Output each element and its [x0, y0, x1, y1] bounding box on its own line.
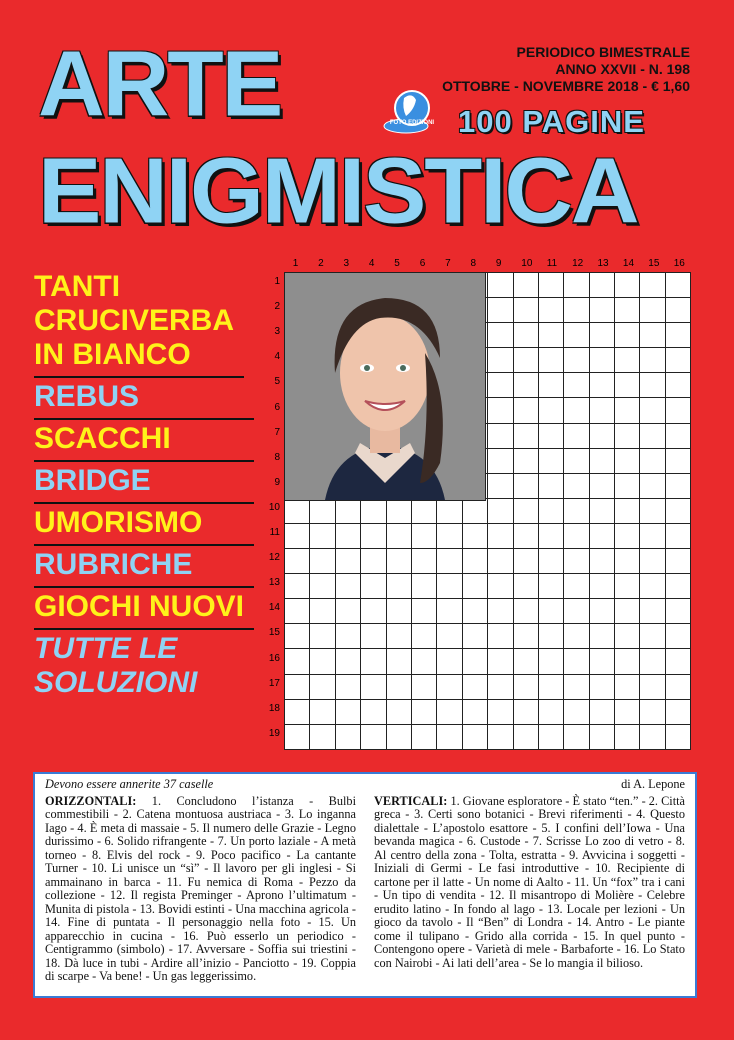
grid-cell[interactable] — [462, 599, 487, 624]
grid-cell[interactable] — [615, 624, 640, 649]
column-number: 16 — [673, 258, 685, 269]
grid-cell[interactable] — [285, 574, 310, 599]
grid-cell[interactable] — [462, 624, 487, 649]
grid-cell[interactable] — [488, 599, 513, 624]
grid-cell[interactable] — [589, 699, 614, 724]
grid-cell[interactable] — [538, 423, 563, 448]
grid-cell[interactable] — [335, 523, 360, 548]
grid-cell[interactable] — [589, 498, 614, 523]
sidebar-item-umorismo: UMORISMO — [34, 504, 254, 546]
grid-cell[interactable] — [386, 724, 411, 749]
grid-cell[interactable] — [640, 273, 665, 298]
grid-cell[interactable] — [285, 699, 310, 724]
grid-cell[interactable] — [615, 724, 640, 749]
grid-cell[interactable] — [513, 523, 538, 548]
grid-cell[interactable] — [513, 599, 538, 624]
grid-cell[interactable] — [589, 373, 614, 398]
grid-cell[interactable] — [335, 624, 360, 649]
grid-cell[interactable] — [285, 649, 310, 674]
column-number: 2 — [318, 258, 324, 269]
grid-cell[interactable] — [462, 674, 487, 699]
grid-cell[interactable] — [335, 498, 360, 523]
horizontal-title: ORIZZONTALI: — [45, 793, 137, 808]
grid-cell[interactable] — [665, 724, 690, 749]
grid-cell[interactable] — [665, 674, 690, 699]
grid-cell[interactable] — [665, 599, 690, 624]
row-number: 9 — [274, 476, 280, 488]
grid-cell[interactable] — [310, 574, 335, 599]
grid-cell[interactable] — [640, 624, 665, 649]
row-number: 6 — [274, 401, 280, 413]
column-number: 9 — [495, 258, 502, 269]
grid-cell[interactable] — [462, 549, 487, 574]
grid-cell[interactable] — [488, 273, 513, 298]
grid-cell[interactable] — [437, 674, 462, 699]
grid-cell[interactable] — [589, 674, 614, 699]
grid-cell[interactable] — [513, 674, 538, 699]
column-number: 1 — [292, 258, 299, 269]
contents-sidebar — [34, 268, 254, 704]
grid-cell[interactable] — [538, 498, 563, 523]
grid-cell[interactable] — [589, 423, 614, 448]
column-number: 11 — [546, 258, 558, 269]
grid-cell[interactable] — [285, 624, 310, 649]
grid-cell[interactable] — [462, 724, 487, 749]
grid-cell[interactable] — [411, 498, 436, 523]
grid-cell[interactable] — [615, 498, 640, 523]
grid-cell[interactable] — [665, 473, 690, 498]
grid-cell[interactable] — [310, 549, 335, 574]
row-number: 7 — [274, 426, 280, 438]
grid-cell[interactable] — [564, 549, 589, 574]
grid-cell[interactable] — [640, 574, 665, 599]
grid-cell[interactable] — [538, 649, 563, 674]
grid-cell[interactable] — [640, 423, 665, 448]
grid-cell[interactable] — [564, 448, 589, 473]
grid-cell[interactable] — [538, 473, 563, 498]
column-number: 8 — [470, 258, 477, 269]
grid-cell[interactable] — [640, 398, 665, 423]
grid-cell[interactable] — [665, 373, 690, 398]
grid-cell[interactable] — [361, 649, 386, 674]
grid-cell[interactable] — [538, 298, 563, 323]
grid-cell[interactable] — [310, 498, 335, 523]
grid-cell[interactable] — [615, 398, 640, 423]
grid-cell[interactable] — [665, 574, 690, 599]
grid-cell[interactable] — [513, 574, 538, 599]
row-number: 3 — [274, 326, 280, 338]
grid-cell[interactable] — [386, 624, 411, 649]
grid-cell[interactable] — [538, 273, 563, 298]
grid-cell[interactable] — [411, 624, 436, 649]
grid-cell[interactable] — [513, 473, 538, 498]
grid-cell[interactable] — [564, 649, 589, 674]
column-number: 12 — [572, 258, 584, 269]
grid-cell[interactable] — [462, 649, 487, 674]
grid-cell[interactable] — [564, 348, 589, 373]
grid-cell[interactable] — [411, 724, 436, 749]
grid-cell[interactable] — [513, 724, 538, 749]
page-count: 100 PAGINE — [458, 104, 645, 139]
grid-cell[interactable] — [640, 724, 665, 749]
grid-cell[interactable] — [513, 298, 538, 323]
masthead-title-line1: ARTE — [38, 31, 282, 136]
column-number: 14 — [622, 258, 635, 269]
grid-cell[interactable] — [640, 448, 665, 473]
sidebar-item-rubriche: RUBRICHE — [34, 546, 254, 588]
grid-cell[interactable] — [640, 298, 665, 323]
grid-cell[interactable] — [615, 674, 640, 699]
grid-cell[interactable] — [564, 574, 589, 599]
grid-cell[interactable] — [665, 498, 690, 523]
grid-cell[interactable] — [564, 724, 589, 749]
row-number: 13 — [268, 577, 280, 589]
grid-cell[interactable] — [640, 373, 665, 398]
grid-cell[interactable] — [488, 724, 513, 749]
grid-cell[interactable] — [640, 523, 665, 548]
grid-cell[interactable] — [589, 624, 614, 649]
row-number: 14 — [268, 602, 280, 614]
grid-cell[interactable] — [665, 348, 690, 373]
row-number: 11 — [269, 527, 280, 538]
grid-cell[interactable] — [640, 649, 665, 674]
grid-cell[interactable] — [386, 549, 411, 574]
grid-cell[interactable] — [513, 549, 538, 574]
grid-cell[interactable] — [361, 523, 386, 548]
vertical-title: VERTICALI: — [374, 793, 448, 808]
grid-cell[interactable] — [462, 498, 487, 523]
grid-cell[interactable] — [564, 273, 589, 298]
grid-cell[interactable] — [589, 549, 614, 574]
grid-cell[interactable] — [285, 599, 310, 624]
column-number: 13 — [597, 258, 609, 269]
row-number: 17 — [268, 677, 280, 689]
grid-cell[interactable] — [564, 323, 589, 348]
sidebar-item-soluzioni: TUTTE LE SOLUZIONI — [34, 632, 198, 699]
grid-cell[interactable] — [665, 549, 690, 574]
grid-cell[interactable] — [437, 599, 462, 624]
grid-cell[interactable] — [335, 649, 360, 674]
grid-cell[interactable] — [411, 674, 436, 699]
sidebar-item-rebus: REBUS — [34, 378, 254, 420]
grid-cell[interactable] — [285, 724, 310, 749]
grid-cell[interactable] — [589, 298, 614, 323]
grid-cell[interactable] — [310, 624, 335, 649]
grid-cell[interactable] — [589, 398, 614, 423]
grid-cell[interactable] — [437, 498, 462, 523]
grid-cell[interactable] — [488, 649, 513, 674]
grid-cell[interactable] — [564, 298, 589, 323]
grid-cell[interactable] — [411, 599, 436, 624]
grid-cell[interactable] — [513, 373, 538, 398]
grid-cell[interactable] — [335, 549, 360, 574]
grid-cell[interactable] — [335, 599, 360, 624]
grid-cell[interactable] — [310, 724, 335, 749]
grid-cell[interactable] — [488, 523, 513, 548]
grid-cell[interactable] — [335, 574, 360, 599]
grid-cell[interactable] — [640, 599, 665, 624]
grid-cell[interactable] — [615, 549, 640, 574]
column-number: 15 — [648, 258, 660, 269]
row-number: 5 — [274, 376, 280, 388]
grid-cell[interactable] — [437, 724, 462, 749]
grid-cell[interactable] — [615, 523, 640, 548]
grid-cell[interactable] — [538, 699, 563, 724]
grid-cell[interactable] — [437, 523, 462, 548]
grid-cell[interactable] — [665, 423, 690, 448]
grid-cell[interactable] — [285, 498, 310, 523]
grid-cell[interactable] — [538, 599, 563, 624]
grid-cell[interactable] — [488, 373, 513, 398]
grid-cell[interactable] — [615, 649, 640, 674]
grid-cell[interactable] — [589, 348, 614, 373]
grid-cell[interactable] — [589, 273, 614, 298]
grid-cell[interactable] — [665, 398, 690, 423]
row-number: 12 — [268, 552, 280, 564]
blackout-note: Devono essere annerite 37 caselle — [45, 777, 214, 791]
grid-cell[interactable] — [538, 674, 563, 699]
masthead-title-line2: ENIGMISTICA — [38, 138, 638, 243]
grid-cell[interactable] — [538, 724, 563, 749]
portrait-illustration — [285, 273, 485, 500]
grid-cell[interactable] — [513, 699, 538, 724]
grid-cell[interactable] — [335, 699, 360, 724]
grid-cell[interactable] — [462, 574, 487, 599]
grid-cell[interactable] — [615, 373, 640, 398]
grid-cell[interactable] — [538, 323, 563, 348]
grid-cell[interactable] — [640, 473, 665, 498]
grid-cell[interactable] — [665, 649, 690, 674]
grid-cell[interactable] — [361, 624, 386, 649]
grid-cell[interactable] — [615, 473, 640, 498]
grid-cell[interactable] — [640, 674, 665, 699]
grid-cell[interactable] — [386, 574, 411, 599]
grid-cell[interactable] — [411, 549, 436, 574]
grid-cell[interactable] — [665, 323, 690, 348]
column-number: 3 — [343, 258, 350, 269]
grid-cell[interactable] — [386, 649, 411, 674]
grid-cell[interactable] — [640, 549, 665, 574]
grid-cell[interactable] — [386, 523, 411, 548]
grid-cell[interactable] — [411, 699, 436, 724]
column-number: 10 — [521, 258, 533, 269]
grid-cell[interactable] — [665, 273, 690, 298]
grid-cell[interactable] — [589, 574, 614, 599]
vertical-clues — [374, 795, 685, 984]
grid-cell[interactable] — [615, 574, 640, 599]
grid-cell[interactable] — [310, 699, 335, 724]
grid-cell[interactable] — [310, 599, 335, 624]
grid-cell[interactable] — [361, 549, 386, 574]
grid-cell[interactable] — [411, 523, 436, 548]
logo-text: FOTO EDIZIONI — [389, 120, 435, 126]
grid-cell[interactable] — [513, 423, 538, 448]
grid-cell[interactable] — [488, 423, 513, 448]
grid-cell[interactable] — [538, 448, 563, 473]
grid-cell[interactable] — [665, 523, 690, 548]
grid-cell[interactable] — [361, 724, 386, 749]
grid-cell[interactable] — [488, 624, 513, 649]
grid-cell[interactable] — [462, 699, 487, 724]
grid-cell[interactable] — [488, 549, 513, 574]
grid-cell[interactable] — [361, 699, 386, 724]
grid-cell[interactable] — [564, 523, 589, 548]
row-number: 19 — [268, 727, 280, 739]
grid-cell[interactable] — [386, 599, 411, 624]
sidebar-item-giochi-nuovi: GIOCHI NUOVI — [34, 588, 254, 630]
grid-cell[interactable] — [564, 373, 589, 398]
grid-cell[interactable] — [564, 624, 589, 649]
grid-cell[interactable] — [437, 699, 462, 724]
vertical-text: 1. Giovane esploratore - È stato “ten.” - 2. Città greca - 3. Certi sono botanici - Brevi riferimenti - 4. Questo dialettale - L’apostolo esattore - 5. I confini dell’Iowa - Una bevanda magica - 6. Custode - 7. Scrisse Lo zoo di vetro - 8. Al centro della zona - Tolta, estratta - 9. Avvicina i soggetti - Iniziali di Germi - Le fasi introduttive - 10. Recipiente di cartone per il latte - Un nome di Aalto - 11. Un “fox” tra i cani - Un tipo di vendita - 12. Il misantropo di Molière - Celebre erudito latino - In fondo al lago - 13. Locale per lezioni - Un gioco da tavolo - Il “Ben” di Londra - 14. Antro - Le piante come il tulipano - Grido alla corrida - 15. In quel punto - Contengono opere - Varietà di mele - Barbaforte - 16. Lo Stato con Nairobi - Ai lati dell’area - Se lo mangia il bilioso. — [374, 793, 685, 970]
grid-cell[interactable] — [488, 298, 513, 323]
grid-cell[interactable] — [615, 273, 640, 298]
grid-cell[interactable] — [386, 699, 411, 724]
grid-cell[interactable] — [615, 323, 640, 348]
grid-cell[interactable] — [665, 298, 690, 323]
grid-cell[interactable] — [310, 523, 335, 548]
grid-cell[interactable] — [640, 348, 665, 373]
grid-cell[interactable] — [615, 599, 640, 624]
grid-cell[interactable] — [488, 674, 513, 699]
grid-cell[interactable] — [538, 624, 563, 649]
grid-cell[interactable] — [615, 699, 640, 724]
row-number: 2 — [274, 301, 280, 313]
grid-cell[interactable] — [335, 674, 360, 699]
grid-cell[interactable] — [513, 398, 538, 423]
grid-cell[interactable] — [310, 674, 335, 699]
horizontal-text: 1. Concludono l’istanza - Bulbi commestibili - 2. Catena montuosa austriaca - 3. Lo inganna Iago - 4. È meta di massaie - 5. Il numero delle Grazie - Legno durissimo - 6. Solido rifrangente - 7. Un porto laziale - A metà torneo - 8. Elvis del rock - 9. Poco pacifico - La cantante Turner - 10. Li unisce un “sì” - Il lavoro per gli inglesi - Si ammainano in barca - 11. Fu nemica di Roma - Pezzo da collezione - 12. Il regista Preminger - Aprono l’ultimatum - Munita di pistola - 13. Bovidi estinti - Una macchina agricola - 14. Fine di puntata - Il personaggio nella foto - 15. Un apparecchio in cucina - 16. Può esserlo un periodico - Centigrammo (simbolo) - 17. Avversare - Soffia sui triestini - 18. Dà luce in tubi - Ardire all’inizio - Panciotto - 19. Coppia di scarpe - Va bene! - Un gas leggerissimo. — [45, 793, 356, 983]
clues-box — [33, 772, 697, 998]
row-number: 18 — [268, 702, 280, 714]
grid-cell[interactable] — [640, 323, 665, 348]
issue-info — [442, 44, 690, 95]
grid-cell[interactable] — [285, 523, 310, 548]
column-number: 4 — [368, 258, 375, 269]
grid-cell[interactable] — [437, 624, 462, 649]
grid-cell[interactable] — [310, 649, 335, 674]
grid-cell[interactable] — [538, 373, 563, 398]
grid-cell[interactable] — [411, 574, 436, 599]
grid-cell[interactable] — [665, 448, 690, 473]
grid-cell[interactable] — [538, 523, 563, 548]
grid-cell[interactable] — [615, 448, 640, 473]
grid-cell[interactable] — [437, 549, 462, 574]
grid-cell[interactable] — [513, 323, 538, 348]
periodicity-label: PERIODICO BIMESTRALE — [516, 44, 690, 60]
grid-cell[interactable] — [437, 649, 462, 674]
row-number: 1 — [274, 276, 280, 287]
grid-cell[interactable] — [564, 498, 589, 523]
grid-cell[interactable] — [513, 273, 538, 298]
grid-cell[interactable] — [513, 498, 538, 523]
celebrity-photo — [285, 273, 486, 501]
column-number: 5 — [394, 258, 400, 269]
row-number: 4 — [274, 351, 280, 363]
grid-cell[interactable] — [564, 473, 589, 498]
grid-cell[interactable] — [538, 549, 563, 574]
grid-cell[interactable] — [361, 574, 386, 599]
grid-cell[interactable] — [564, 599, 589, 624]
row-number: 10 — [268, 501, 280, 513]
grid-cell[interactable] — [361, 599, 386, 624]
grid-cell[interactable] — [361, 498, 386, 523]
grid-cell[interactable] — [386, 674, 411, 699]
grid-cell[interactable] — [665, 699, 690, 724]
date-price: OTTOBRE - NOVEMBRE 2018 - € 1,60 — [442, 78, 690, 94]
grid-cell[interactable] — [411, 649, 436, 674]
grid-cell[interactable] — [361, 674, 386, 699]
grid-cell[interactable] — [488, 498, 513, 523]
grid-cell[interactable] — [589, 448, 614, 473]
grid-cell[interactable] — [589, 724, 614, 749]
grid-cell[interactable] — [488, 348, 513, 373]
grid-cell[interactable] — [615, 348, 640, 373]
grid-cell[interactable] — [589, 323, 614, 348]
column-number: 6 — [419, 258, 426, 269]
grid-cell[interactable] — [488, 323, 513, 348]
grid-cell[interactable] — [513, 624, 538, 649]
grid-cell[interactable] — [589, 523, 614, 548]
grid-cell[interactable] — [538, 574, 563, 599]
issue-number: ANNO XXVII - N. 198 — [555, 61, 690, 77]
grid-cell[interactable] — [589, 649, 614, 674]
grid-cell[interactable] — [488, 574, 513, 599]
grid-cell[interactable] — [335, 724, 360, 749]
author-credit: di A. Lepone — [621, 777, 685, 791]
grid-cell[interactable] — [538, 348, 563, 373]
grid-cell[interactable] — [615, 298, 640, 323]
grid-cell[interactable] — [589, 599, 614, 624]
grid-cell[interactable] — [513, 448, 538, 473]
grid-cell[interactable] — [564, 674, 589, 699]
row-number: 8 — [274, 451, 280, 463]
grid-cell[interactable] — [285, 674, 310, 699]
grid-cell[interactable] — [462, 523, 487, 548]
row-number: 15 — [268, 627, 280, 639]
grid-cell[interactable] — [564, 699, 589, 724]
publisher-logo — [382, 86, 438, 136]
grid-cell[interactable] — [564, 423, 589, 448]
grid-cell[interactable] — [589, 473, 614, 498]
grid-cell[interactable] — [285, 549, 310, 574]
row-number: 16 — [268, 652, 280, 664]
grid-cell[interactable] — [640, 699, 665, 724]
grid-cell[interactable] — [538, 398, 563, 423]
column-number: 7 — [445, 258, 451, 269]
grid-cell[interactable] — [488, 699, 513, 724]
grid-cell[interactable] — [513, 649, 538, 674]
sidebar-item-bridge: BRIDGE — [34, 462, 254, 504]
grid-cell[interactable] — [640, 498, 665, 523]
grid-cell[interactable] — [488, 448, 513, 473]
grid-cell[interactable] — [386, 498, 411, 523]
horizontal-clues — [45, 795, 356, 984]
grid-cell[interactable] — [488, 473, 513, 498]
grid-cell[interactable] — [513, 348, 538, 373]
grid-cell[interactable] — [665, 624, 690, 649]
grid-cell[interactable] — [615, 423, 640, 448]
sidebar-item-cruciverba: TANTI CRUCIVERBA IN BIANCO — [34, 268, 244, 378]
grid-cell[interactable] — [564, 398, 589, 423]
sidebar-item-scacchi: SCACCHI — [34, 420, 254, 462]
grid-cell[interactable] — [437, 574, 462, 599]
grid-cell[interactable] — [488, 398, 513, 423]
